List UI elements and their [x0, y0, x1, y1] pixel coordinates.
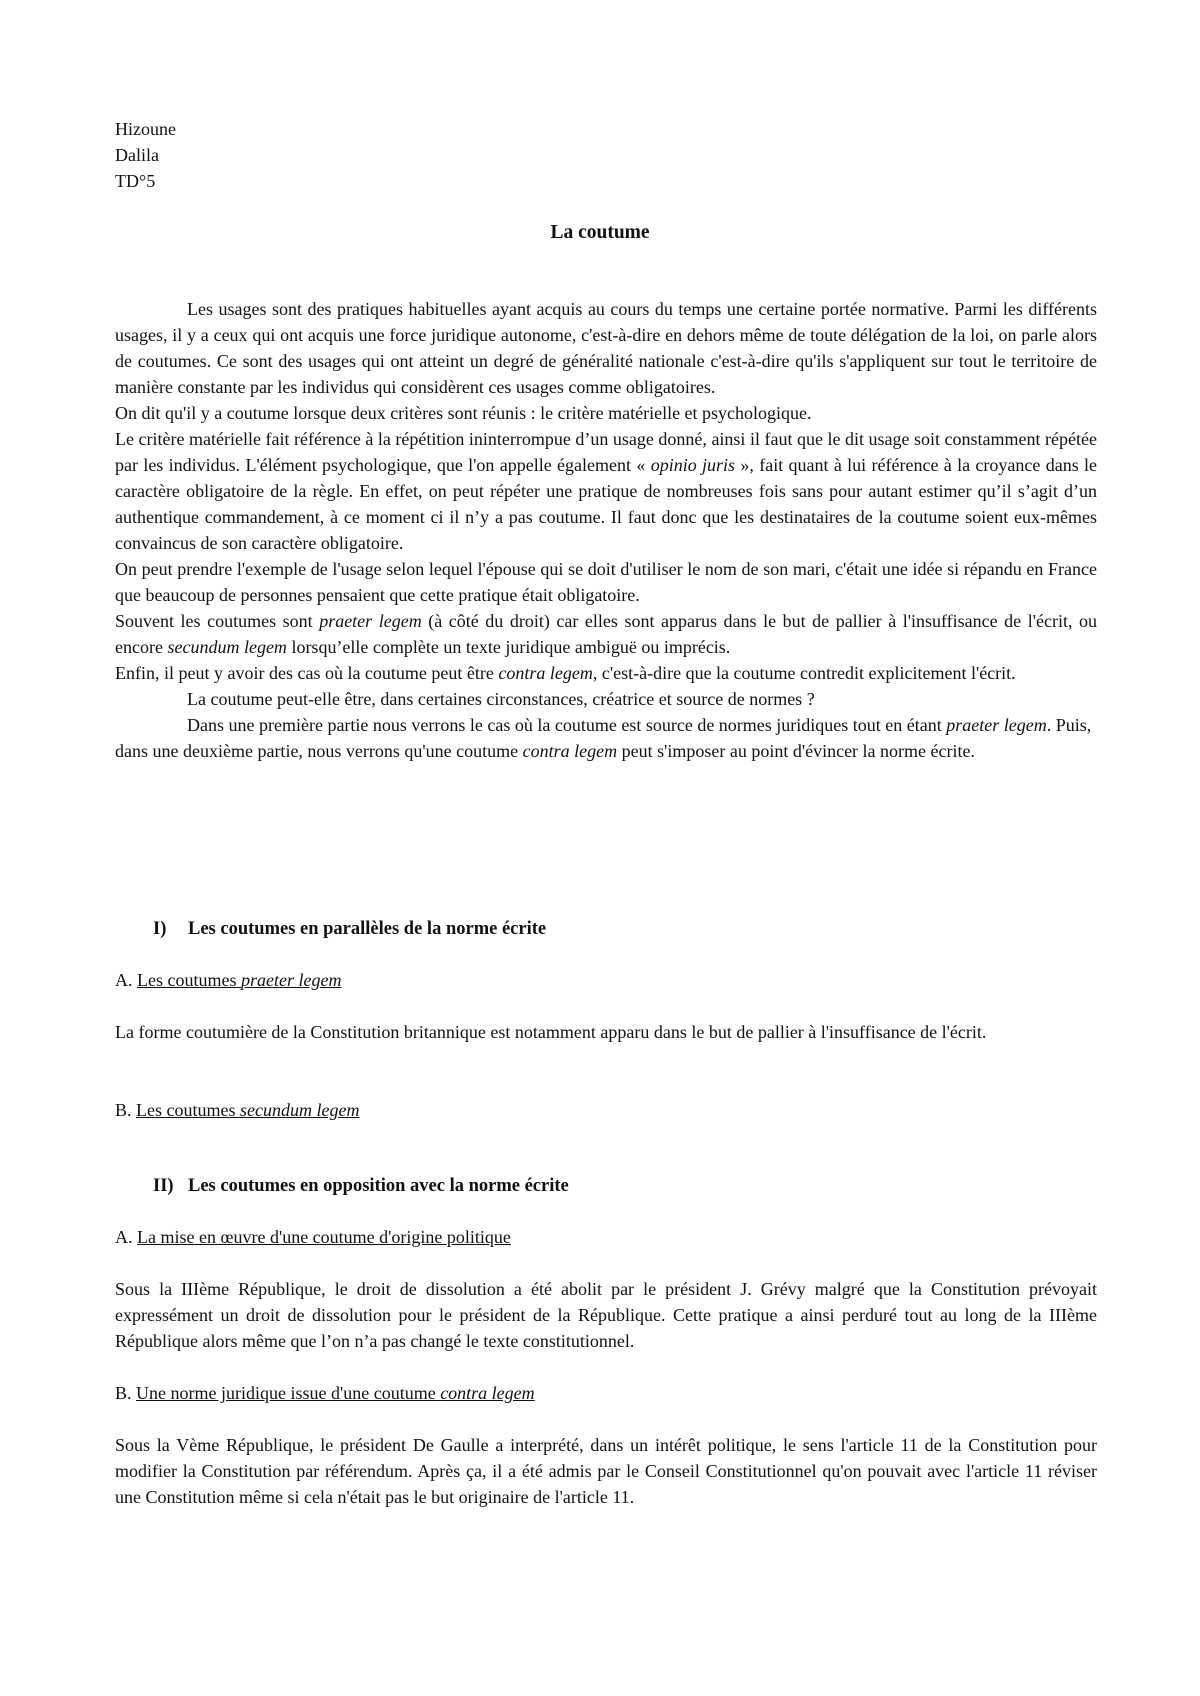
author-firstname: Dalila: [115, 145, 159, 165]
part-2-heading: [153, 1173, 1053, 1199]
plan-text-a: Dans une première partie nous verrons le cas où la coutume est source de normes juridiques tout en étant: [187, 715, 947, 735]
part-2-sub-a-body: Sous la IIIème République, le droit de dissolution a été abolit par le président J. Grévy malgré que la Constitution prévoyait expressément un droit de dissolution pour le président de la République. Cette pratique a ainsi perduré tout au long de la IIIème République alors même que l’on n’a pas changé le texte constitutionnel.: [115, 1279, 1097, 1351]
part-1-sub-b-heading: [115, 1097, 1097, 1123]
part-2-sub-b-title: [136, 1383, 535, 1403]
intro-paragraph-3: [115, 426, 1097, 556]
part-2-sub-b-italic: contra legem: [440, 1383, 535, 1403]
author-block: [115, 116, 176, 194]
plan-text-b: . Puis, dans une deuxième partie, nous verrons qu'une coutume: [115, 715, 1092, 761]
intro-p5-text-a: Souvent les coutumes sont: [115, 611, 320, 631]
intro-p5-italic-2: secundum legem: [167, 637, 287, 657]
td-group: TD°5: [115, 171, 156, 191]
plan-announcement: [115, 712, 1097, 764]
intro-p3-text-b: », fait quant à lui référence à la croyance dans le caractère obligatoire de la règle. En effet, on peut répéter une pratique de nombreuses fois sans pour autant estimer qu’il s’agit d’un authentique commandement, à ce moment ci il n’y a pas coutume. Il faut donc que les destinataires de la coutume soient eux-mêmes convaincus de son caractère obligatoire.: [115, 455, 1098, 553]
part-1-number: I): [153, 919, 167, 939]
part-2-sub-b-text: Une norme juridique issue d'une coutume: [136, 1383, 441, 1403]
intro-paragraph-4: On peut prendre l'exemple de l'usage selon lequel l'épouse qui se doit d'utiliser le nom de son mari, c'était une idée si répandu en France que beaucoup de personnes pensaient que cette pratique était obligatoire.: [115, 559, 1097, 605]
part-2-title: Les coutumes en opposition avec la norme écrite: [188, 1176, 569, 1196]
part-1-sub-b-title: [136, 1100, 359, 1120]
intro-paragraph-2: On dit qu'il y a coutume lorsque deux critères sont réunis : le critère matérielle et psychologique.: [115, 403, 812, 423]
part-2-sub-b-letter: B.: [115, 1383, 132, 1403]
intro-p5-italic-1: praeter legem: [319, 611, 422, 631]
problematic: La coutume peut-elle être, dans certaines circonstances, créatrice et source de normes ?: [187, 689, 815, 709]
intro-p6-text-b: , c'est-à-dire que la coutume contredit explicitement l'écrit.: [592, 663, 1016, 683]
part-1-sub-a-letter: A.: [115, 970, 133, 990]
part-2-sub-a-heading: [115, 1224, 1097, 1250]
part-1-sub-a-italic: praeter legem: [240, 970, 342, 990]
introduction: [115, 296, 1097, 764]
intro-p6-italic: contra legem: [498, 663, 593, 683]
part-2-sub-b-body: Sous la Vème République, le président De Gaulle a interprété, dans un intérêt politique, le sens l'article 11 de la Constitution pour modifier la Constitution par référendum. Après ça, il a été admis par le Conseil Constitutionnel qu'on pouvait avec l'article 11 réviser une Constitution même si cela n'était pas le but originaire de l'article 11.: [115, 1435, 1097, 1507]
part-1-title: Les coutumes en parallèles de la norme écrite: [188, 919, 547, 939]
part-2-sub-a-letter: A.: [115, 1227, 133, 1247]
document-title: La coutume: [550, 222, 650, 243]
plan-italic-1: praeter legem: [946, 715, 1047, 735]
plan-italic-2: contra legem: [522, 741, 618, 761]
intro-p5-text-b: (à côté du droit) car elles sont apparus dans le but de pallier à l'insuffisance de l'écrit, ou encore: [115, 611, 1097, 657]
part-1-sub-a-text: Les coutumes: [137, 970, 241, 990]
part-1-sub-b-text: Les coutumes: [136, 1100, 240, 1120]
part-1-sub-b-letter: B.: [115, 1100, 132, 1120]
intro-p5-text-c: lorsqu’elle complète un texte juridique ambiguë ou imprécis.: [286, 637, 731, 657]
part-1-sub-a-body: La forme coutumière de la Constitution britannique est notamment apparu dans le but de pallier à l'insuffisance de l'écrit.: [115, 1022, 987, 1042]
part-2-number: II): [153, 1176, 174, 1196]
intro-paragraph-5: [115, 608, 1097, 660]
part-1-heading: [153, 916, 1053, 942]
part-1-sub-a-title: [137, 970, 341, 990]
plan-text-c: peut s'imposer au point d'évincer la norme écrite.: [617, 741, 975, 761]
intro-paragraph-1: Les usages sont des pratiques habituelles ayant acquis au cours du temps une certaine portée normative. Parmi les différents usages, il y a ceux qui ont acquis une force juridique autonome, c'est-à-dire en dehors même de toute délégation de la loi, on parle alors de coutumes. Ce sont des usages qui ont atteint un degré de généralité nationale c'est-à-dire qu'ils s'appliquent sur tout le territoire de manière constante par les individus qui considèrent ces usages comme obligatoires.: [115, 299, 1097, 397]
intro-p3-text-a: Le critère matérielle fait référence à la répétition ininterrompue d’un usage donné, ainsi il faut que le dit usage soit constamment répétée par les individus. L'élément psychologique, que l'on appelle également «: [115, 429, 1097, 475]
part-2-sub-b-heading: [115, 1380, 1097, 1406]
part-2-sub-a-title: La mise en œuvre d'une coutume d'origine politique: [137, 1227, 511, 1247]
author-lastname: Hizoune: [115, 119, 176, 139]
intro-p3-italic: opinio juris: [650, 455, 736, 475]
intro-p6-text-a: Enfin, il peut y avoir des cas où la coutume peut être: [115, 663, 499, 683]
part-1-sub-a-heading: [115, 967, 1097, 993]
intro-paragraph-6: [115, 660, 1097, 686]
part-1-sub-b-italic: secundum legem: [240, 1100, 360, 1120]
